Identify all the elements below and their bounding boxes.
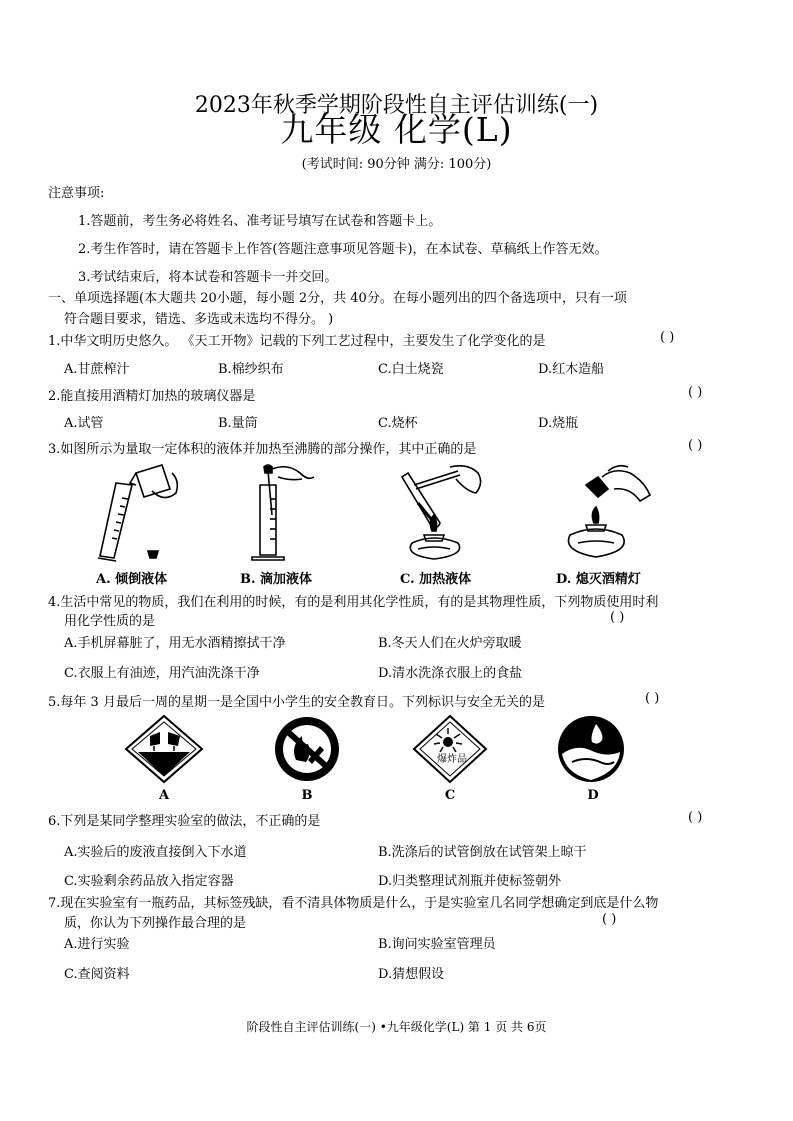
q3-caption-b: B. 滴加液体 (240, 572, 313, 587)
q3-caption-a: A. 倾倒液体 (96, 572, 168, 587)
pouring-liquid-figure (92, 463, 182, 563)
q5-label-b: B (301, 788, 313, 803)
q2-option-d: D.烧瓶 (538, 416, 579, 431)
question-5-stem: 5.每年 3 月最后一周的星期一是全国中小学生的安全教育日。下列标识与安全无关的是 (48, 695, 545, 710)
subject-title: 九年级 化学(L) (280, 110, 513, 149)
q5-label-c: C (444, 788, 456, 803)
q1-option-b: B.棉纱织布 (218, 362, 284, 377)
q5-label-d: D (587, 788, 599, 803)
q7-option-c: C.查阅资料 (64, 967, 130, 982)
q1-option-c: C.白土烧瓷 (378, 362, 444, 377)
answer-paren-2: ( ) (688, 385, 703, 400)
question-4-stem-line2: 用化学性质的是 (64, 614, 156, 629)
q7-option-a: A.进行实验 (64, 937, 130, 952)
question-7-stem-line2: 质，你认为下列操作最合理的是 (64, 916, 247, 931)
explosive-sign-icon (412, 714, 488, 784)
no-fire-sign-icon (272, 714, 342, 784)
note-item-2: 2.考生作答时，请在答题卡上作答(答题注意事项见答题卡)，在本试卷、草稿纸上作答无效。 (78, 242, 608, 257)
corrosive-sign-icon (124, 714, 204, 784)
explosive-sign-label: 爆炸品 (437, 754, 467, 765)
q1-option-a: A.甘蔗榨汁 (64, 362, 130, 377)
section-heading-line1: 一、单项选择题(本大题共 20小题，每小题 2分，共 40分。在每小题列出的四个备选项中，只有一项 (48, 291, 627, 306)
exam-title: 2023年秋季学期阶段性自主评估训练(一) (194, 93, 599, 118)
page-footer: 阶段性自主评估训练(一) •九年级化学(L) 第 1 页 共 6页 (246, 1020, 547, 1034)
note-item-3: 3.考试结束后，将本试卷和答题卡一并交回。 (78, 270, 338, 285)
note-item-1: 1.答题前，考生务必将姓名、准考证号填写在试卷和答题卡上。 (78, 214, 442, 229)
q6-option-b: B.洗涤后的试管倒放在试管架上晾干 (378, 845, 587, 860)
q3-caption-c: C. 加热液体 (400, 572, 472, 587)
q2-option-b: B.量筒 (218, 416, 258, 431)
heating-liquid-figure (388, 463, 488, 563)
section-heading-line2: 符合题目要求，错选、多选或未选均不得分。 ) (64, 312, 334, 327)
water-saving-sign-icon (556, 714, 626, 784)
answer-paren-5: ( ) (645, 691, 660, 706)
answer-paren-4: ( ) (610, 610, 625, 625)
answer-paren-6: ( ) (688, 810, 703, 825)
q7-option-b: B.询问实验室管理员 (378, 937, 496, 952)
q6-option-d: D.归类整理试剂瓶并使标签朝外 (378, 874, 562, 889)
question-2-stem: 2.能直接用酒精灯加热的玻璃仪器是 (48, 389, 256, 404)
q6-option-c: C.实验剩余药品放入指定容器 (64, 874, 234, 889)
answer-paren-7: ( ) (602, 912, 617, 927)
question-6-stem: 6.下列是某同学整理实验室的做法，不正确的是 (48, 814, 321, 829)
q4-option-a: A.手机屏幕脏了，用无水酒精擦拭干净 (64, 636, 286, 651)
question-7-stem-line1: 7.现在实验室有一瓶药品，其标签残缺，看不清具体物质是什么，于是实验室几名同学想确定到底是什么物 (48, 896, 659, 911)
answer-paren-1: ( ) (660, 330, 675, 345)
q2-option-a: A.试管 (64, 416, 104, 431)
q4-option-b: B.冬天人们在火炉旁取暖 (378, 636, 522, 651)
question-3-stem: 3.如图所示为量取一定体积的液体并加热至沸腾的部分操作，其中正确的是 (48, 442, 477, 457)
q4-option-c: C.衣服上有油迹，用汽油洗涤干净 (64, 666, 260, 681)
q1-option-d: D.红木造船 (538, 362, 605, 377)
q6-option-a: A.实验后的废液直接倒入下水道 (64, 845, 247, 860)
question-4-stem-line1: 4.生活中常见的物质，我们在利用的时候，有的是利用其化学性质，有的是其物理性质，下列物质使用时利 (48, 595, 659, 610)
answer-paren-3: ( ) (688, 438, 703, 453)
extinguish-lamp-figure (552, 463, 652, 563)
q7-option-d: D.猜想假设 (378, 967, 445, 982)
q2-option-c: C.烧杯 (378, 416, 418, 431)
question-1-stem: 1.中华文明历史悠久。 《天工开物》记载的下列工艺过程中，主要发生了化学变化的是 (48, 334, 546, 349)
q3-caption-d: D. 熄灭酒精灯 (556, 572, 641, 587)
dropping-liquid-figure (238, 463, 318, 563)
q4-option-d: D.清水洗涤衣服上的食盐 (378, 666, 523, 681)
q5-label-a: A (158, 788, 170, 803)
exam-info: (考试时间: 90分钟 满分: 100分) (301, 157, 492, 172)
notes-heading: 注意事项: (48, 186, 105, 201)
